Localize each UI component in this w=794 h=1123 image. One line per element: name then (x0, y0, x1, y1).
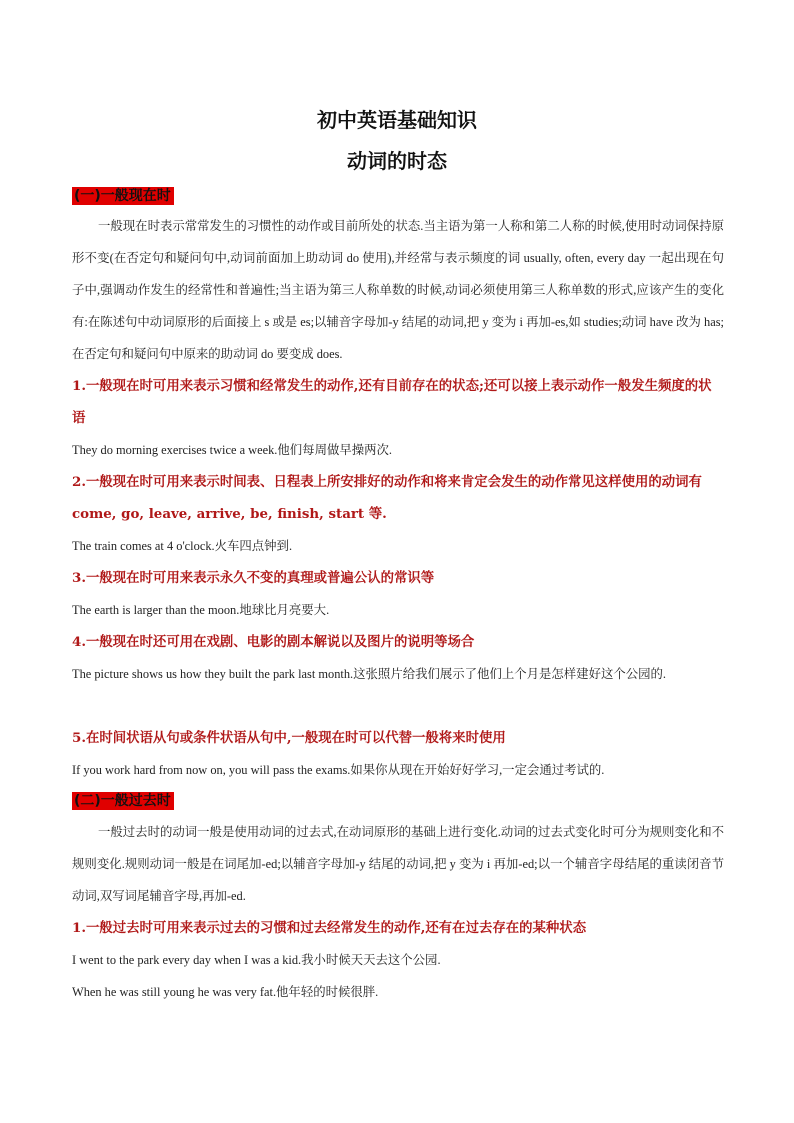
section-heading-past: (二)一般过去时 (72, 792, 174, 810)
section-intro-past: 一般过去时的动词一般是使用动词的过去式,在动词原形的基础上进行变化.动词的过去式变化时可分为规则变化和不规则变化.规则动词一般是在词尾加-ed;以辅音字母加-y 结尾的动词,把 y 变为 i 再加-ed;以一个辅音字母结尾的重读闭音节动词,双写词尾辅音字母,再加-ed. (72, 825, 724, 903)
rule-present-3: 3.一般现在时可用来表示永久不变的真理或普遍公认的常识等 (72, 570, 435, 586)
example-present-2: The train comes at 4 o'clock.火车四点钟到. (72, 539, 293, 553)
rule-present-4: 4.一般现在时还可用在戏剧、电影的剧本解说以及图片的说明等场合 (72, 634, 475, 650)
section-intro-present: 一般现在时表示常常发生的习惯性的动作或目前所处的状态.当主语为第一人称和第二人称的时候,使用时动词保持原形不变(在否定句和疑问句中,动词前面加上助动词 do 使用),并经常与表示频度的词 usually, often, every day 一起出现在句子中,强调动作发生的经常性和普遍性;当主语为第三人称单数的时候,动词必须使用第三人称单数的形式,应该产生的变化有:在陈述句中动词原形的后面接上 s 或是 es;以辅音字母加-y 结尾的动词,把 y 变为 i 再加-es,如 studies;动词 have 改为 has;在否定句和疑问句中原来的助动词 do 要变成 does. (72, 219, 724, 361)
document-subtitle: 动词的时态 (347, 149, 447, 173)
document-title: 初中英语基础知识 (317, 108, 477, 132)
rule-past-1: 1.一般过去时可用来表示过去的习惯和过去经常发生的动作,还有在过去存在的某种状态 (72, 920, 587, 936)
example-present-5: If you work hard from now on, you will pass the exams.如果你从现在开始好好学习,一定会通过考试的. (72, 763, 605, 777)
rule-present-2: 2.一般现在时可用来表示时间表、日程表上所安排好的动作和将来肯定会发生的动作常见这样使用的动词有 come, go, leave, arrive, be, finish, start 等. (72, 474, 702, 522)
section-heading-present: (一)一般现在时 (72, 187, 174, 205)
example-present-1: They do morning exercises twice a week.他们每周做早操两次. (72, 443, 393, 457)
example-past-1a: I went to the park every day when I was a kid.我小时候天天去这个公园. (72, 953, 441, 967)
example-present-4: The picture shows us how they built the park last month.这张照片给我们展示了他们上个月是怎样建好这个公园的. (72, 667, 667, 681)
rule-present-1: 1.一般现在时可用来表示习惯和经常发生的动作,还有目前存在的状态;还可以接上表示动作一般发生频度的状语 (72, 378, 712, 426)
rule-present-5: 5.在时间状语从句或条件状语从句中,一般现在时可以代替一般将来时使用 (72, 730, 506, 746)
example-present-3: The earth is larger than the moon.地球比月亮要大. (72, 603, 330, 617)
example-past-1b: When he was still young he was very fat.他年轻的时候很胖. (72, 985, 379, 999)
